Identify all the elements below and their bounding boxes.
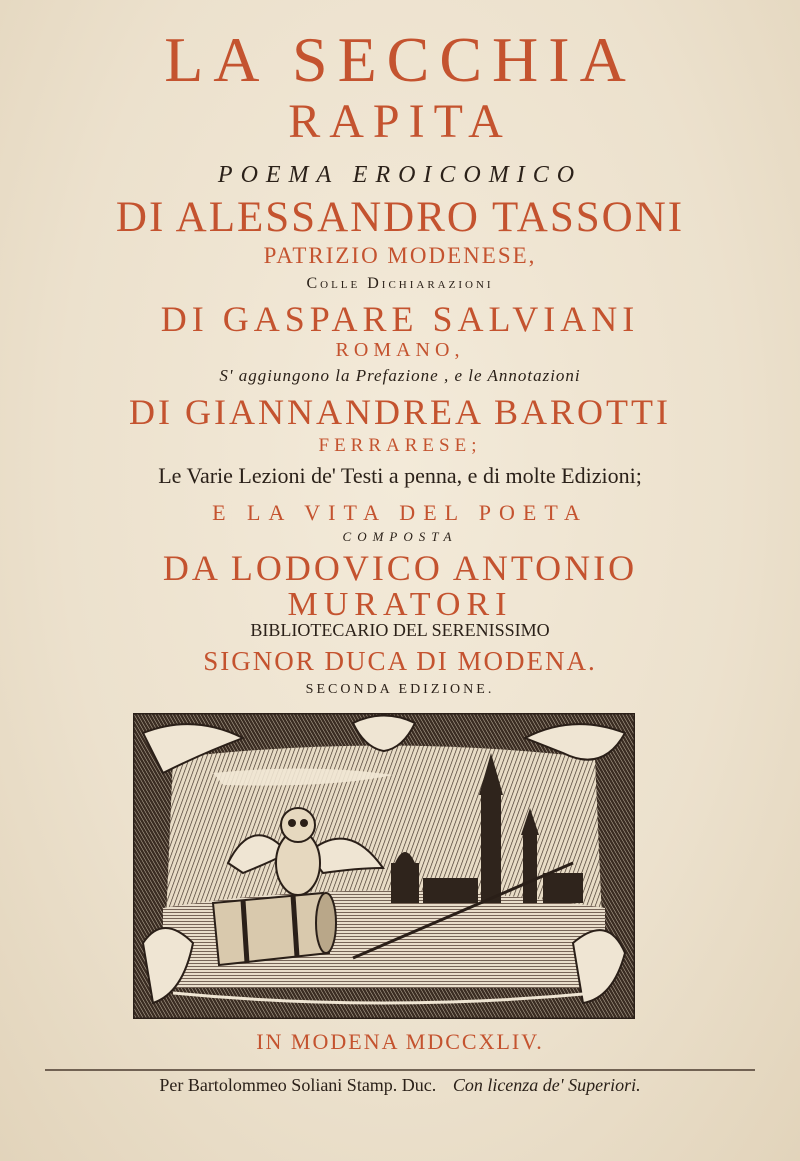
license-text: Con licenza de' Superiori. bbox=[452, 1075, 641, 1095]
commentator-1-origin: ROMANO, bbox=[335, 339, 465, 361]
title-line-1: LA SECCHIA bbox=[164, 24, 636, 95]
subtitle: POEMA EROICOMICO bbox=[217, 162, 583, 188]
commentator-2-name: DI GIANNANDREA BAROTTI bbox=[129, 392, 671, 432]
additions-line: S' aggiungono la Prefazione , e le Annotazioni bbox=[219, 366, 581, 385]
title-line-2: RAPITA bbox=[288, 95, 512, 148]
patron-line: SIGNOR DUCA DI MODENA. bbox=[203, 646, 597, 676]
woodcut-illustration bbox=[133, 713, 635, 1019]
author-name: DI ALESSANDRO TASSONI bbox=[115, 194, 685, 241]
divider-rule bbox=[45, 1069, 755, 1071]
commentator-1-name: DI GASPARE SALVIANI bbox=[160, 299, 640, 339]
biographer-line-2: MURATORI bbox=[287, 586, 513, 623]
with-declarations: Colle Dichiarazioni bbox=[306, 275, 494, 292]
biographer-line-1: DA LODOVICO ANTONIO bbox=[162, 548, 638, 588]
printer-name: Per Bartolommeo Soliani Stamp. Duc. bbox=[159, 1075, 437, 1095]
imprint-place-year: IN MODENA MDCCXLIV. bbox=[256, 1029, 544, 1054]
biographer-role: BIBLIOTECARIO DEL SERENISSIMO bbox=[250, 620, 550, 640]
commentator-2-origin: FERRARESE; bbox=[318, 435, 482, 456]
composed-by: COMPOSTA bbox=[342, 529, 458, 544]
bucket-figure bbox=[213, 893, 336, 965]
life-of-poet: E LA VITA DEL POETA bbox=[212, 500, 588, 525]
printer-line bbox=[0, 1076, 800, 1094]
author-description: PATRIZIO MODENESE, bbox=[263, 243, 537, 268]
edition-line: SECONDA EDIZIONE. bbox=[305, 682, 495, 697]
variants-line: Le Varie Lezioni de' Testi a penna, e di molte Edizioni; bbox=[158, 463, 642, 488]
